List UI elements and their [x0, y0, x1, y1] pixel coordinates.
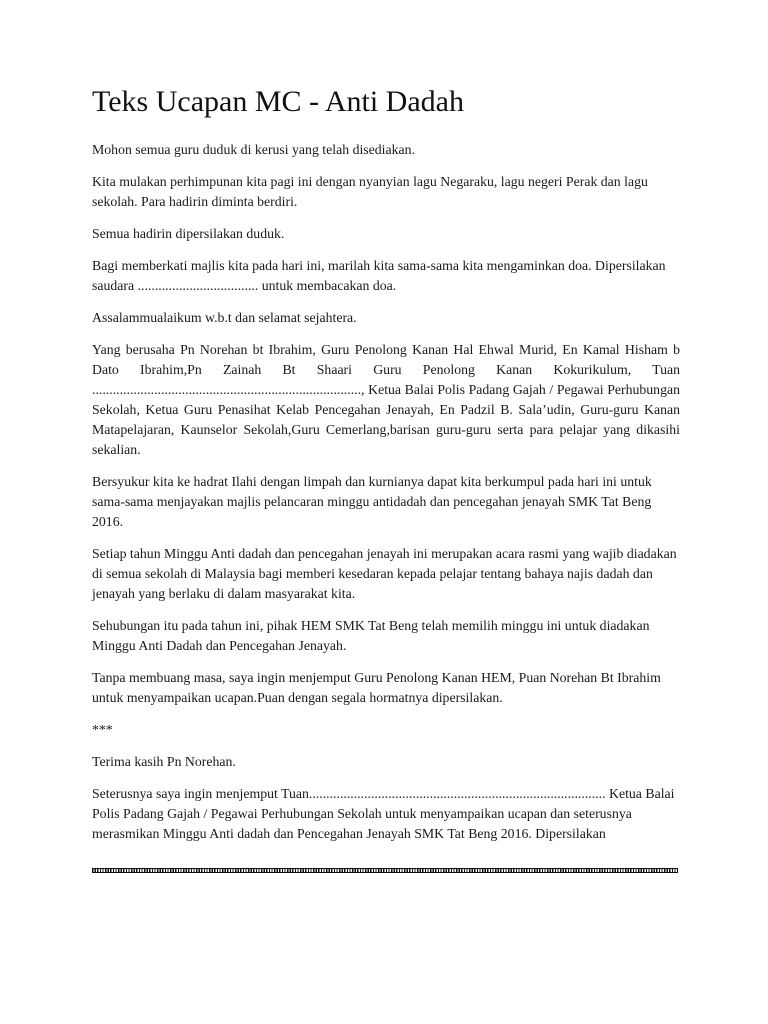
document-title: Teks Ucapan MC - Anti Dadah	[92, 85, 464, 118]
paragraph-separator: ***	[92, 722, 113, 737]
paragraph-greeting: Assalammualaikum w.b.t dan selamat sejahtera.	[92, 310, 357, 325]
paragraph-gratitude: Bersyukur kita ke hadrat Ilahi dengan limpah dan kurnianya dapat kita berkumpul pada hari ini untuk sama-sama menjayakan majlis pelancaran minggu antidadah dan pencegahan jenayah SMK Tat Beng 2016.	[92, 474, 652, 529]
paragraph-invite-police: Seterusnya saya ingin menjemput Tuan...................................................................................... Ketua Balai Polis Padang Gajah / Pegawai Perhubungan Sekolah untuk menyampaikan ucapan dan seterusnya merasmikan Minggu Anti dadah dan Pencegahan Jenayah SMK Tat Beng 2016. Dipersilakan	[92, 786, 675, 841]
paragraph-invite-hem: Tanpa membuang masa, saya ingin menjemput Guru Penolong Kanan HEM, Puan Norehan Bt Ibrahim untuk menyampaikan ucapan.Puan dengan segala hormatnya dipersilakan.	[92, 670, 661, 705]
page-end-rule	[92, 868, 678, 873]
paragraph-thanks: Terima kasih Pn Norehan.	[92, 754, 236, 769]
paragraph-anthem: Kita mulakan perhimpunan kita pagi ini dengan nyanyian lagu Negaraku, lagu negeri Perak dan lagu sekolah. Para hadirin diminta berdiri.	[92, 174, 648, 209]
paragraph-prayer: Bagi memberkati majlis kita pada hari ini, marilah kita sama-sama kita mengaminkan doa. Dipersilakan saudara ................................... untuk membacakan doa.	[92, 258, 666, 293]
paragraph-this-year: Sehubungan itu pada tahun ini, pihak HEM SMK Tat Beng telah memilih minggu ini untuk diadakan Minggu Anti Dadah dan Pencegahan Jenayah.	[92, 618, 650, 653]
paragraph-annual-week: Setiap tahun Minggu Anti dadah dan pencegahan jenayah ini merupakan acara rasmi yang wajib diadakan di semua sekolah di Malaysia bagi memberi kesedaran kepada pelajar tentang bahaya najis dadah dan jenayah yang berlaku di dalam masyarakat kita.	[92, 546, 677, 601]
paragraph-honorifics: Yang berusaha Pn Norehan bt Ibrahim, Guru Penolong Kanan Hal Ehwal Murid, En Kamal Hisham b Dato Ibrahim,Pn Zainah Bt Shaari Guru Penolong Kanan Kokurikulum, Tuan .............................................................................., Ketua Balai Polis Padang Gajah / Pegawai Perhubungan Sekolah, Ketua Guru Penasihat Kelab Pencegahan Jenayah, En Padzil B. Sala’udin, Guru-guru Kanan Matapelajaran, Kaunselor Sekolah,Guru Cemerlang,barisan guru-guru serta para pelajar yang dikasihi sekalian.	[92, 342, 680, 457]
paragraph-seating: Mohon semua guru duduk di kerusi yang telah disediakan.	[92, 142, 416, 157]
paragraph-be-seated: Semua hadirin dipersilakan duduk.	[92, 226, 285, 241]
